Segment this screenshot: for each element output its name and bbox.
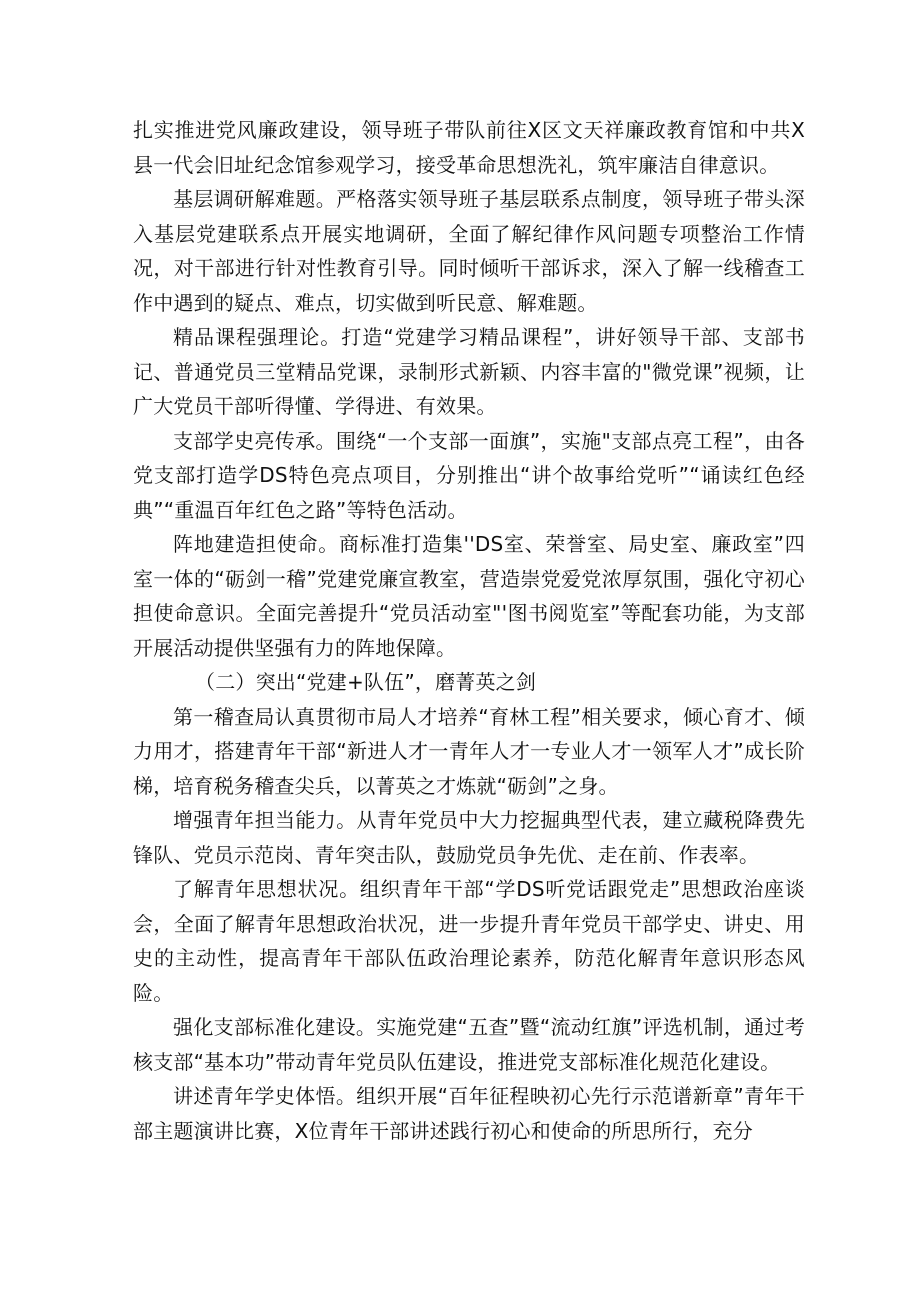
paragraph-10: 强化支部标准化建设。实施党建“五查”暨“流动红旗”评选机制，通过考核支部“基本功”带动青年党员队伍建设，推进党支部标准化规范化建设。 (133, 1015, 805, 1074)
section-heading: （二）突出“党建+队伍”，磨菁英之剑 (195, 670, 537, 694)
paragraph-5: 阵地建造担使命。商标准打造集''DS室、荣誉室、局史室、廉政室”四室一体的“砺剑一稽”党建党廉宣教室，营造崇党爱党浓厚氛围，强化守初心担使命意识。全面完善提升“党员活动室"'图书阅览室”等配套功能，为支部开展活动提供坚强有力的阵地保障。 (133, 532, 805, 660)
paragraph-11: 讲述青年学史体悟。组织开展“百年征程映初心先行示范谱新章”青年干部主题演讲比赛，X位青年干部讲述践行初心和使命的所思所行，充分 (133, 1084, 805, 1143)
paragraph-2: 基层调研解难题。严格落实领导班子基层联系点制度，领导班子带头深入基层党建联系点开展实地调研，全面了解纪律作风问题专项整治工作情况，对干部进行针对性教育引导。同时倾听干部诉求，深入了解一线稽查工作中遇到的疑点、难点，切实做到听民意、解难题。 (133, 187, 805, 315)
paragraph-1: 扎实推进党风廉政建设，领导班子带队前往X区文天祥廉政教育馆和中共X县一代会旧址纪念馆参观学习，接受革命思想洗礼，筑牢廉洁自律意识。 (133, 118, 805, 177)
paragraph-9: 了解青年思想状况。组织青年干部“学DS听党话跟党走”思想政治座谈会，全面了解青年思想政治状况，进一步提升青年党员干部学史、讲史、用史的主动性，提高青年干部队伍政治理论素养，防范化解青年意识形态风险。 (133, 877, 805, 1005)
document-body (133, 113, 805, 1148)
paragraph-7: 第一稽查局认真贯彻市局人才培养“育林工程”相关要求，倾心育才、倾力用才，搭建青年干部“新进人才一青年人才一专业人才一领军人才”成长阶梯，培育税务稽查尖兵，以菁英之才炼就“砺剑”之身。 (133, 704, 805, 798)
paragraph-8: 增强青年担当能力。从青年党员中大力挖掘典型代表，建立藏税降费先锋队、党员示范岗、青年突击队，鼓励党员争先优、走在前、作表率。 (133, 808, 805, 867)
paragraph-4: 支部学史亮传承。围绕“一个支部一面旗”，实施"支部点亮工程”，由各党支部打造学DS特色亮点项目，分别推出“讲个故事给党听”“诵读红色经典”“重温百年红色之路”等特色活动。 (133, 428, 805, 522)
paragraph-3: 精品课程强理论。打造“党建学习精品课程”，讲好领导干部、支部书记、普通党员三堂精品党课，录制形式新颖、内容丰富的"微党课”视频，让广大党员干部听得懂、学得进、有效果。 (133, 325, 805, 418)
